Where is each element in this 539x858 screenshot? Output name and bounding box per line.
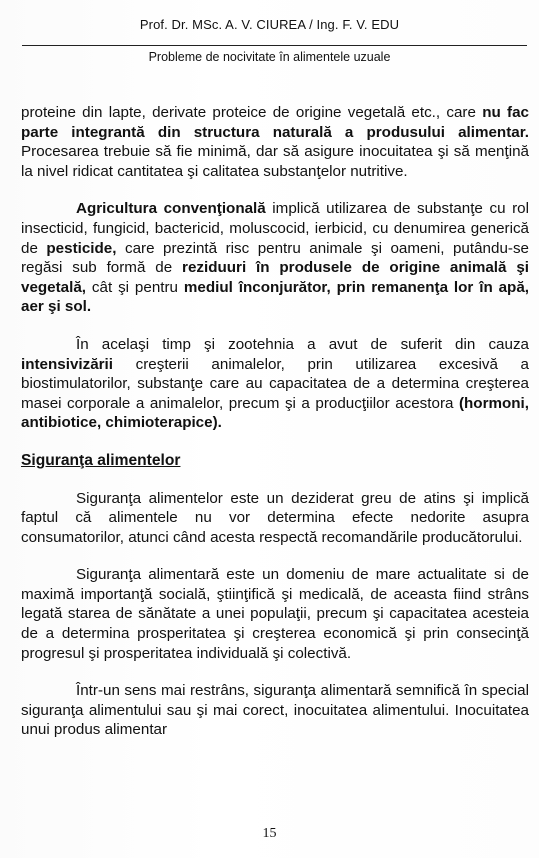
paragraph-text: cât şi pentru [86,278,184,296]
emphasis-text: (hormoni, antibiotice, chimioterapice). [21,394,529,432]
section-heading: Siguranţa alimentelor [21,451,181,469]
paragraph-processing [21,103,529,181]
emphasis-text: Agricultura convenţională [76,200,266,218]
paragraph-conventional-agriculture [21,199,529,317]
page-body [21,103,529,740]
page-number: 15 [262,826,277,841]
paragraph-text: implică utilizarea de substanţe cu rol insecticid, fungicid, bactericid, moluscocid, ierbicid, cu denumirea generică de [21,200,529,257]
paragraph-text: În acelaşi timp şi zootehnia a avut de suferit din cauza [76,335,529,353]
paragraph-text: care prezintă risc pentru animale şi oameni, putându-se regăsi sub formă de [21,239,529,277]
running-header-book-title: Probleme de nocivitate în alimentele uzuale [148,50,391,64]
paragraph-food-safety-importance: Siguranţa alimentară este un domeniu de mare actualitate si de maximă importanţă socială, ştiinţifică şi medicală, de aceasta fiind strâns legată starea de sănătate a unei populaţii, precum şi capacitatea acesteia de a determina prosperitatea şi creşterea economică şi prin consecinţă progresul şi prosperitatea individuală şi colectivă. [21,566,529,662]
paragraph-text: proteine din lapte, derivate proteice de origine vegetală etc., care [21,104,483,121]
emphasis-text: pesticide, [46,239,117,257]
paragraph-food-safety-narrow-sense: Într-un sens mai restrâns, siguranţa alimentară semnifică în special siguranţa alimentului sau şi mai corect, inocuitatea alimentului. Inocuitatea unui produs alimentar [21,682,529,739]
paragraph-text: Procesarea trebuie să fie minimă, dar să asigure inocuitatea şi să menţină la nivel ridicat cantitatea şi calitatea substanţelor nutritive. [21,143,529,180]
emphasis-text: reziduuri în produsele de origine animală şi vegetală, [21,259,529,296]
running-header-authors: Prof. Dr. MSc. A. V. CIUREA / Ing. F. V. EDU [139,17,400,32]
paragraph-food-safety-definition: Siguranţa alimentelor este un deziderat greu de atins şi implică faptul că alimentele nu vor determina efecte nedorite asupra consumatorilor, atunci când acesta respectă recomandările producătorului. [21,489,529,546]
header-divider [22,45,527,46]
paragraph-text: creşterii animalelor, prin utilizarea excesivă a biostimulatorilor, substanţe care au capacitatea de a determina creşterea masei corporale a animalelor, precum şi a producţiilor acestora [21,355,529,412]
emphasis-text: intensivizării [21,355,114,373]
emphasis-text: mediul înconjurător, prin remanenţa lor în apă, aer şi sol. [21,278,530,316]
paragraph-zootechnics [21,335,529,433]
emphasis-text: nu fac parte integrantă din structura naturală a produsului alimentar. [21,104,529,141]
